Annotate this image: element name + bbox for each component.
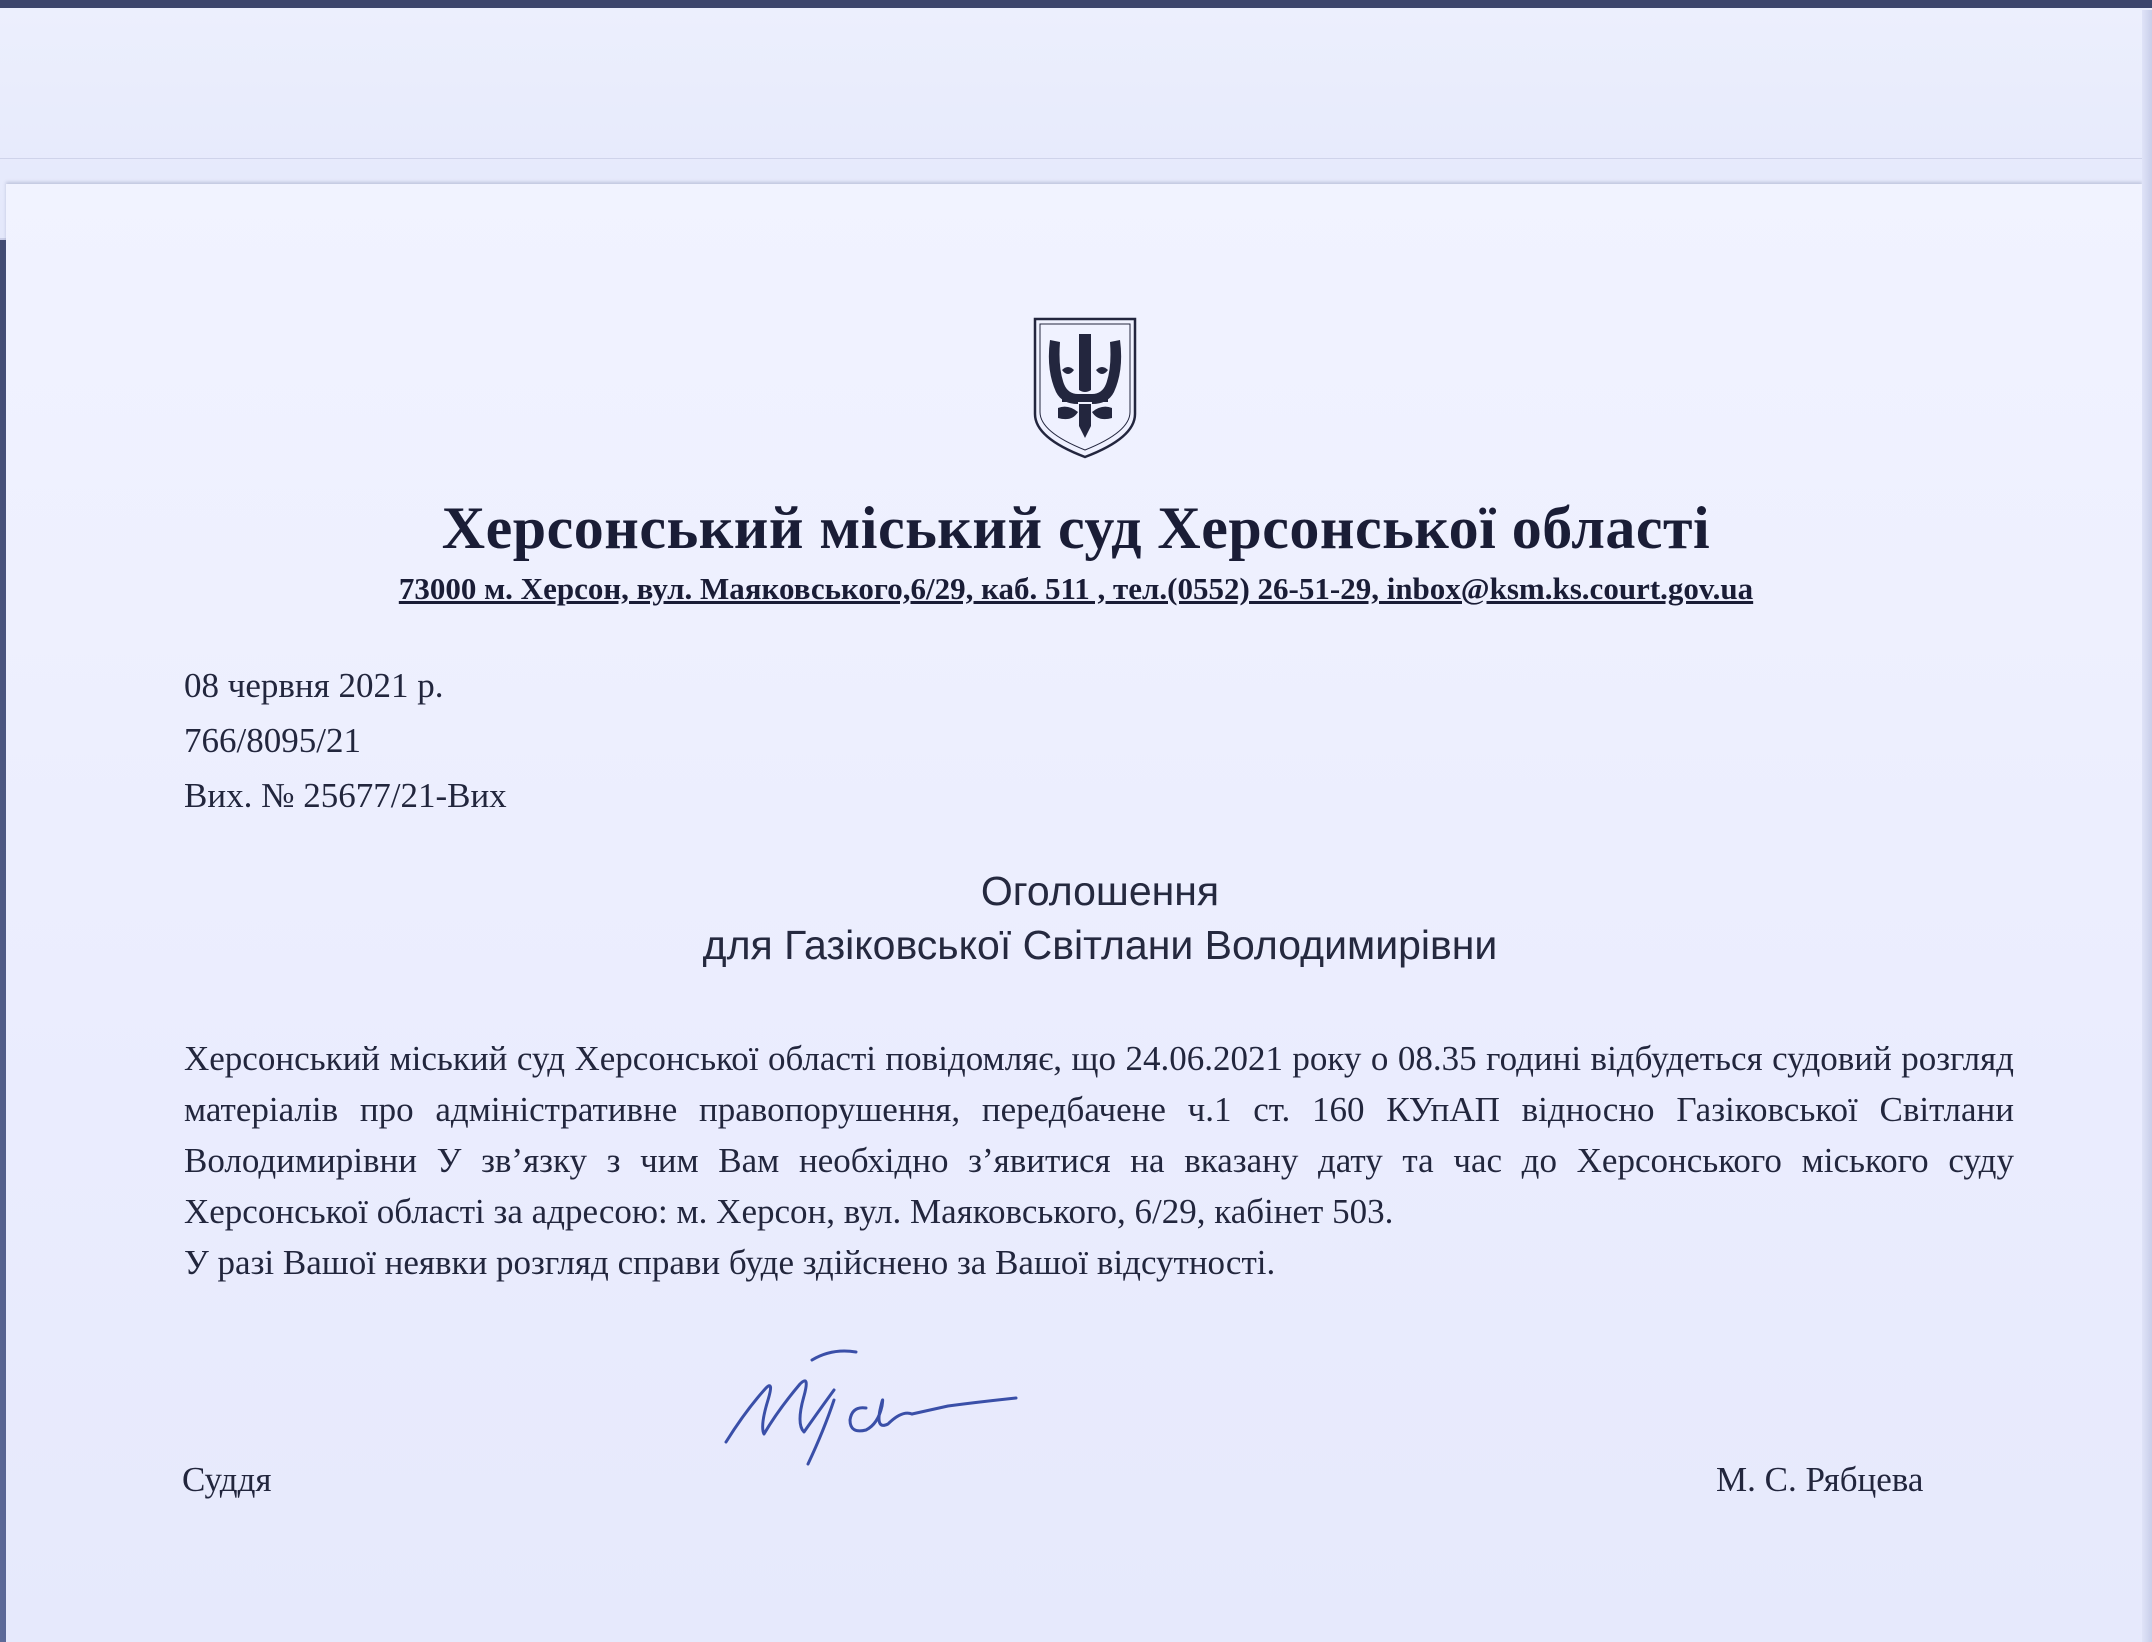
signatory-role: Суддя (182, 1460, 272, 1499)
announcement-title: Оголошення (980, 868, 1220, 914)
body-paragraph-notice: Херсонський міський суд Херсонської області повідомляє, що 24.06.2021 року о 08.35 годині відбудеться судовий розгляд матеріалів про адміністративне правопорушення, передбачене ч.1 ст. 160 КУпАП відносно Газіковської Світлани Володимирівни У зв’язку з чим Вам необхідно з’явитися на вказану дату та час до Херсонського міського суду Херсонської області за адресою: м. Херсон, вул. Маяковського, 6/29, кабінет 503. (184, 1039, 2014, 1231)
handwritten-signature (716, 1340, 1026, 1470)
sheet-edge (2142, 10, 2152, 1642)
back-sheet-fold (0, 158, 2152, 159)
announcement-heading (0, 864, 2152, 972)
document-meta (184, 658, 507, 823)
announcement-body (184, 1033, 2014, 1288)
case-number: 766/8095/21 (184, 721, 361, 760)
outgoing-number: Вих. № 25677/21-Вих (184, 776, 507, 815)
body-paragraph-warning: У разі Вашої неявки розгляд справи буде здійснено за Вашої відсутності. (184, 1243, 1276, 1282)
announcement-recipient: для Газіковської Світлани Володимирівни (702, 922, 1498, 968)
coat-of-arms-icon (1032, 316, 1138, 460)
court-address: 73000 м. Херсон, вул. Маяковського,6/29, каб. 511 , тел.(0552) 26-51-29, inbox@ksm.ks.court.gov.ua (398, 571, 1754, 606)
court-name: Херсонський міський суд Херсонської області (441, 495, 1711, 561)
document-date: 08 червня 2021 р. (184, 666, 444, 705)
signatory-name: М. С. Рябцева (1716, 1460, 1924, 1499)
